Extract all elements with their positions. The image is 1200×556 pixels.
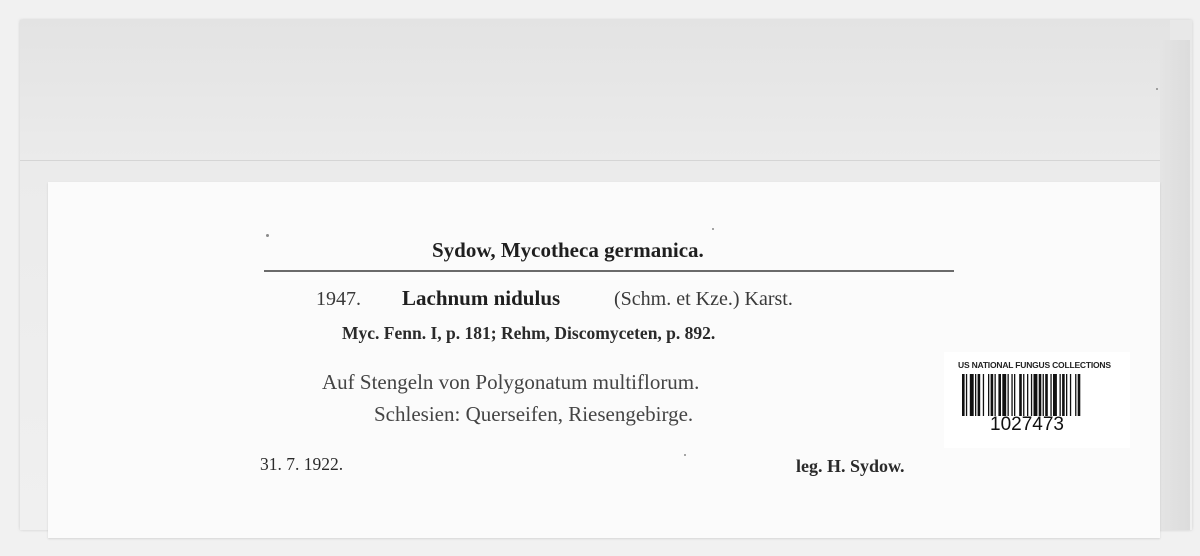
barcode-bars xyxy=(962,374,1120,416)
taxon-authority: (Schm. et Kze.) Karst. xyxy=(614,288,793,310)
specimen-speck xyxy=(712,228,714,230)
barcode-institution: US NATIONAL FUNGUS COLLECTIONS xyxy=(958,360,1111,370)
locality: Schlesien: Querseifen, Riesengebirge. xyxy=(374,402,694,426)
specimen-speck xyxy=(266,234,269,237)
barcode-number: 1027473 xyxy=(990,414,1064,435)
label-header: Sydow, Mycotheca germanica. xyxy=(432,238,704,262)
specimen-speck xyxy=(684,454,686,456)
packet-edge xyxy=(1160,40,1190,530)
literature-citation: Myc. Fenn. I, p. 181; Rehm, Discomyceten, p. 892. xyxy=(342,323,716,343)
header-rule xyxy=(264,270,954,272)
collection-date: 31. 7. 1922. xyxy=(260,454,344,474)
specimen-speck xyxy=(1156,88,1158,90)
taxon-name: Lachnum nidulus xyxy=(402,286,561,310)
packet-fold xyxy=(20,20,1170,161)
host-substrate: Auf Stengeln von Polygonatum multiflorum. xyxy=(322,370,700,394)
exsiccata-number: 1947. xyxy=(316,288,361,310)
collector: leg. H. Sydow. xyxy=(796,456,905,476)
